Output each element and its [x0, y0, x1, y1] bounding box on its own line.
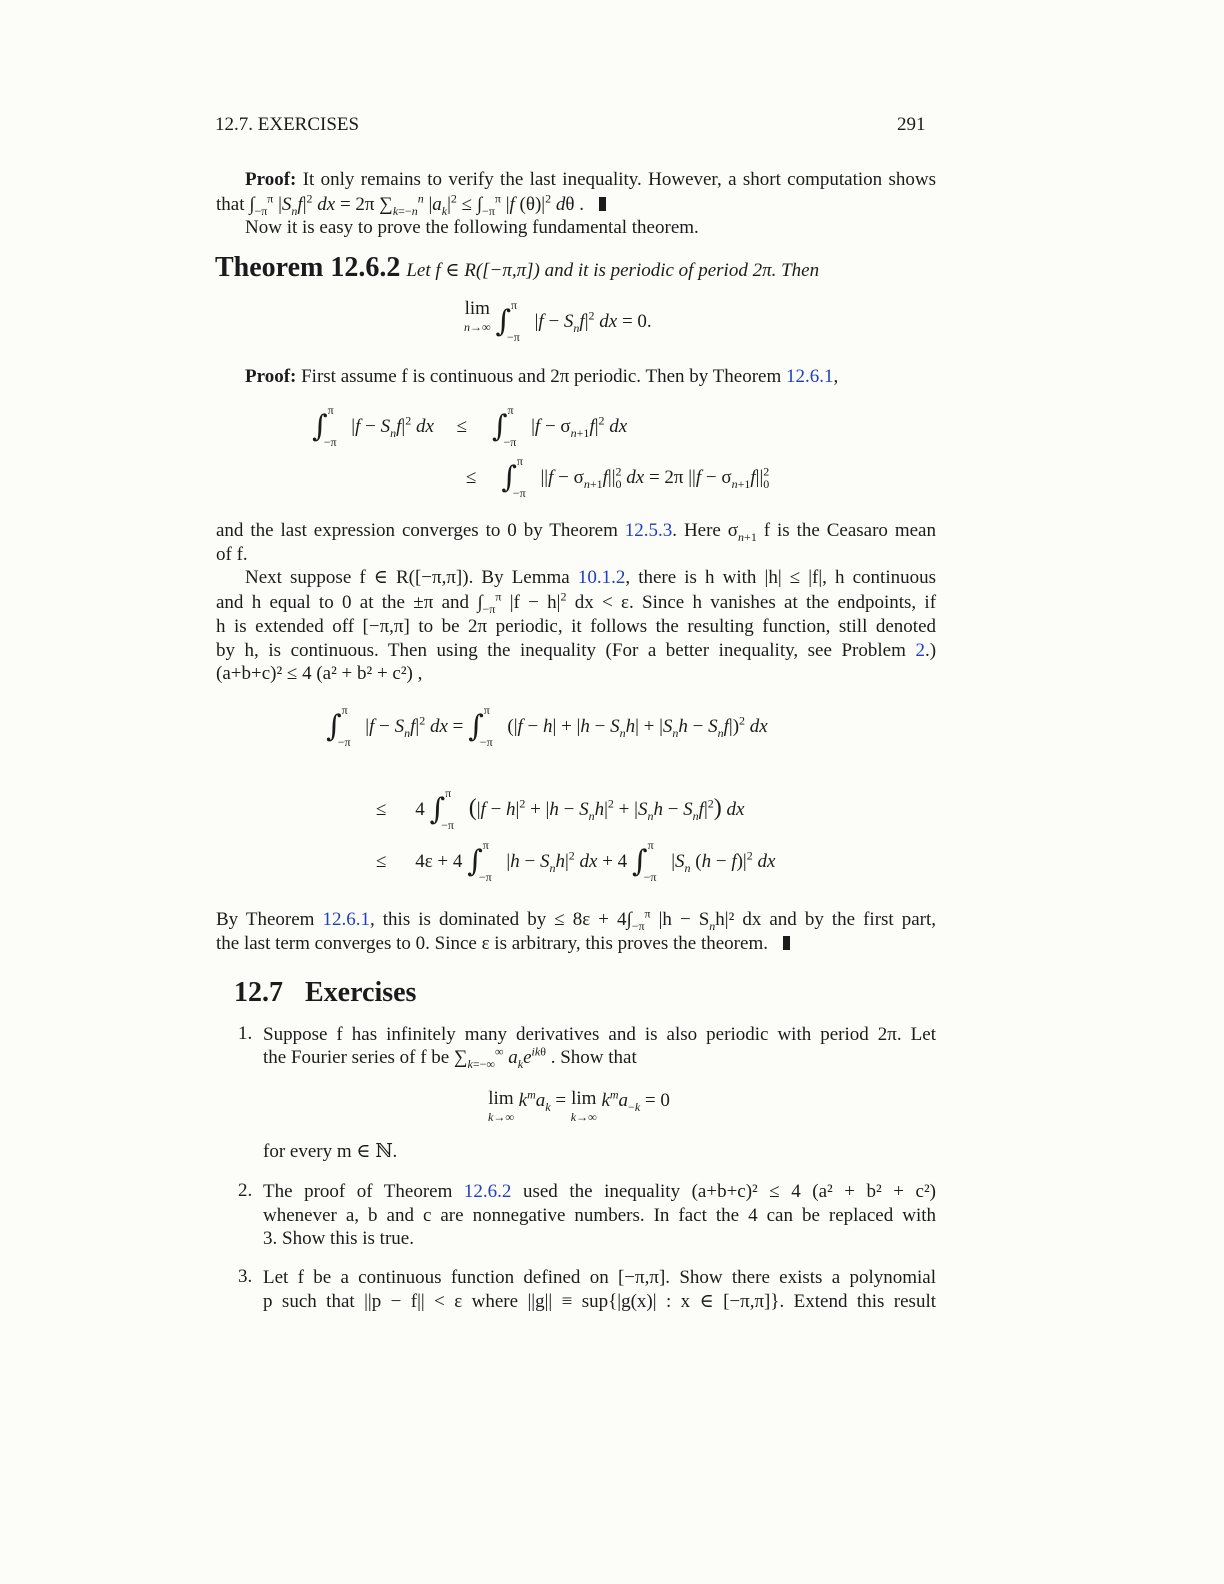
qed-mark — [599, 197, 606, 211]
text-span: , there is h with |h| ≤ |f|, h continuous — [625, 567, 937, 588]
proof2-after1: and the last expression converges to 0 by Theorem 12.5.3. Here $\sigma_{n+1}$ f is the Ceasaro mean — [216, 520, 936, 544]
exercise-2-line3: 3. Show this is true. — [263, 1228, 414, 1249]
exercise-3-line2: p such that ||p − f|| < ε where ||g|| ≡ sup{|g(x)| : x ∈ [−π,π]}. Extend this result — [263, 1291, 936, 1312]
theorem-ref-link[interactable]: 12.6.2 — [463, 1181, 512, 1202]
text-span: h|² dx and by the first part, — [715, 909, 937, 930]
exercise-1-line2: the Fourier series of f be $\sum_{k=-\infty}^\infty$ $a_ke^{ik\theta}$ . Show that — [263, 1044, 637, 1071]
proof1-line1 — [245, 168, 936, 192]
proof2-text: First assume f is continuous and 2π periodic. Then by Theorem — [301, 366, 782, 387]
text-span: |h − S — [658, 909, 710, 930]
proof2-display-eq2: ≤ 4 ∫$^\pi_{-\pi}$ $(|f - h|^2 + |h - S_nh|^2 + |S_nh - S_nf|^2)$ dx — [376, 786, 745, 832]
page-number: 291 — [897, 114, 926, 135]
theorem-formula: lim n→∞ ∫$^\pi_{-\pi}$ $|f - S_nf|^2$ dx = 0. — [464, 298, 652, 344]
proof2-line-e: (a+b+c)² ≤ 4 (a² + b² + c²) , — [216, 663, 423, 684]
proof2-after2: of f. — [216, 544, 248, 565]
exercise-3-number: 3. — [238, 1266, 253, 1287]
exercise-1-line1: Suppose f has infinitely many derivatives and is also periodic with period 2π. Let — [263, 1024, 936, 1045]
theorem-label: Theorem 12.6.2 — [215, 252, 401, 283]
text-span: , this is dominated by ≤ 8ε + 4 — [370, 909, 627, 930]
proof1-line3: Now it is easy to prove the following fundamental theorem. — [245, 217, 699, 238]
text-span: By Theorem — [216, 909, 315, 930]
text-span: |f − h| — [509, 592, 561, 613]
proof2-line-b: and h equal to 0 at the ±π and $\int_{-\pi}^\pi$ $|f - h|^2$ dx < ε. Since h vanishes at the endpoints, if — [216, 589, 937, 616]
theorem-ref-link[interactable]: 12.6.1 — [785, 366, 834, 387]
proof-label: Proof: — [245, 169, 297, 190]
exercise-2-line1 — [263, 1180, 936, 1204]
proof2-display-eq1: ∫$^\pi_{-\pi}$ $|f - S_nf|^2$ dx = ∫$^\pi_{-\pi}$ $(|f - h| + |h - S_nh| + |S_nh - S_nf|)^2$ dx — [326, 703, 768, 749]
theorem-ref-link[interactable]: 12.5.3 — [624, 520, 673, 541]
theorem-ref-link[interactable]: 12.6.1 — [322, 909, 370, 930]
section-title: Exercises — [305, 977, 417, 1008]
text-span: the last term converges to 0. Since ε is arbitrary, this proves the theorem. — [216, 933, 768, 954]
lemma-ref-link[interactable]: 10.1.2 — [577, 567, 626, 588]
text-span: by h, is continuous. Then using the inequality (For a better inequality, see Problem — [216, 640, 906, 661]
proof2-line1: Proof: First assume f is continuous and 2π periodic. Then by Theorem 12.6.1, — [245, 366, 839, 387]
proof1-formula: $\int_{-\pi}^\pi$ $|S_nf|^2$ dx = 2π $\sum_{k=-n}^n$ $|a_k|^2 \le \int_{-\pi}^\pi$ |f $(\theta)|^2$ dθ . — [249, 191, 584, 218]
proof1-line2 — [216, 193, 936, 217]
theorem-statement: Let f ∈ R([−π,π]) and it is periodic of period 2π. Then — [406, 260, 820, 281]
exercise-1-line3: for every m ∈ ℕ. — [263, 1141, 398, 1162]
text-span: and the last expression converges to 0 by Theorem — [216, 520, 618, 541]
exercise-2-number: 2. — [238, 1180, 253, 1201]
proof2-display-line2: ≤ ∫$^\pi_{-\pi}$ $||f - \sigma_{n+1}f||^2_0$ dx = 2π $||f - \sigma_{n+1}f||^2_0$ — [466, 454, 770, 500]
running-header-section: 12.7. EXERCISES — [215, 114, 360, 135]
theorem-heading — [215, 252, 819, 284]
text-span: The proof of Theorem — [263, 1181, 453, 1202]
section-heading — [234, 977, 416, 1009]
text-span: and h equal to 0 at the ±π and — [216, 592, 470, 613]
proof2-line-c: h is extended off [−π,π] to be 2π periodic, it follows the resulting function, still denoted — [216, 616, 936, 637]
proof2-display-line1: ∫$^\pi_{-\pi}$ $|f - S_nf|^2$ dx ≤ ∫$^\pi_{-\pi}$ $|f - \sigma_{n+1}f|^2$ dx — [312, 403, 628, 449]
problem-ref-link[interactable]: 2 — [915, 640, 925, 661]
proof2-display-eq3: ≤ 4ε + 4 ∫$^\pi_{-\pi}$ $|h - S_nh|^2$ dx + 4 ∫$^\pi_{-\pi}$ $|S_n$ $(h - f)|^2$ dx — [376, 838, 776, 884]
text-span: . Here σ — [672, 520, 739, 541]
proof2-final2 — [216, 932, 936, 956]
exercise-2-line2: whenever a, b and c are nonnegative numbers. In fact the 4 can be replaced with — [263, 1205, 936, 1226]
proof2-next — [245, 566, 936, 590]
proof2-final1: By Theorem 12.6.1, this is dominated by ≤ $8\varepsilon + 4\int_{-\pi}^\pi$ $|h - S_nh|^2$ dx and by the first part, — [216, 906, 937, 933]
proof1-that: that — [216, 194, 245, 215]
exercise-1-formula: lim k→∞ $k^ma_k = \lim$ k→∞ $k^ma_{-k} = 0$ — [488, 1087, 670, 1124]
proof2-label: Proof: — [245, 366, 297, 387]
text-span: used the inequality (a+b+c)² ≤ 4 (a² + b² + c²) — [522, 1181, 937, 1202]
text-span: .) — [924, 640, 937, 661]
section-number: 12.7 — [234, 977, 283, 1008]
proof2-line-d — [216, 639, 936, 663]
text-span: dx < ε. Since h vanishes at the endpoints, if — [574, 592, 937, 613]
exercise-3-line1: Let f be a continuous function defined on [−π,π]. Show there exists a polynomial — [263, 1267, 936, 1288]
text-span: Next suppose f ∈ R([−π,π]). By Lemma — [245, 567, 570, 588]
exercise-1-number: 1. — [238, 1023, 253, 1044]
proof1-text: It only remains to verify the last inequality. However, a short computation shows — [302, 169, 937, 190]
qed-mark — [783, 936, 790, 950]
text-span: . Show that — [550, 1047, 637, 1068]
text-span: f is the Ceasaro mean — [763, 520, 936, 541]
text-span: the Fourier series of f be — [263, 1047, 450, 1068]
